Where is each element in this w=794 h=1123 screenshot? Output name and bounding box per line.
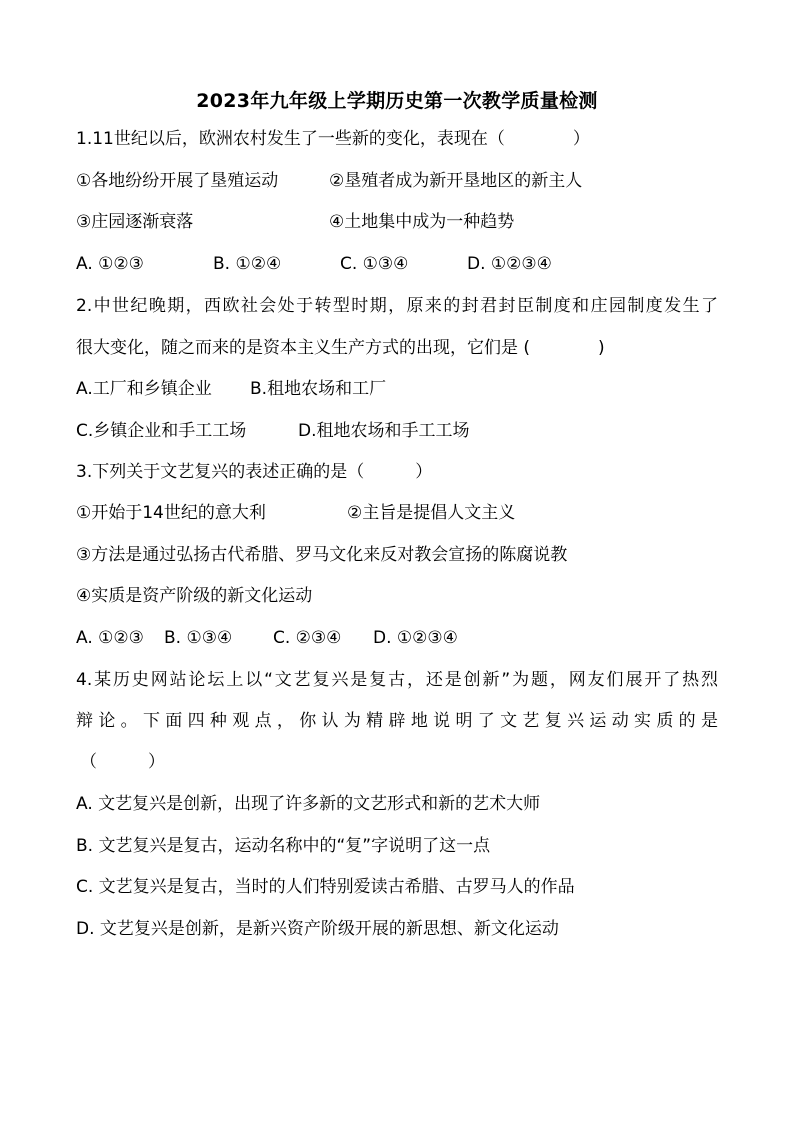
q3-stem: 3.下列关于文艺复兴的表述正确的是（ ） — [76, 462, 433, 482]
q3-item-3: ③方法是通过弘扬古代希腊、罗马文化来反对教会宣扬的陈腐说教 — [76, 545, 568, 565]
q3-item-2: ②主旨是提倡人文主义 — [347, 503, 516, 523]
q3-item-1: ①开始于14世纪的意大利 — [76, 503, 266, 523]
q2-option-b: B.租地农场和工厂 — [250, 379, 387, 399]
q4-option-a: A. 文艺复兴是创新，出现了许多新的文艺形式和新的艺术大师 — [76, 794, 541, 814]
q4-option-c: C. 文艺复兴是复古，当时的人们特别爱读古希腊、古罗马人的作品 — [76, 877, 575, 897]
q2-stem-line-2: 很大变化，随之而来的是资本主义生产方式的出现，它们是 ( ) — [76, 338, 605, 358]
q1-option-c: C. ①③④ — [340, 254, 409, 274]
q1-item-1: ①各地纷纷开展了垦殖运动 — [76, 171, 279, 191]
q2-option-d: D.租地农场和手工工场 — [298, 421, 470, 441]
q4-stem-line-2: 辩论。下面四种观点，你认为精辟地说明了文艺复兴运动实质的是 — [76, 711, 718, 731]
q1-stem: 1.11世纪以后，欧洲农村发生了一些新的变化，表现在（ ） — [76, 129, 590, 149]
q1-option-a: A. ①②③ — [76, 254, 144, 274]
q3-option-d: D. ①②③④ — [373, 628, 458, 648]
q3-item-4: ④实质是资产阶级的新文化运动 — [76, 586, 313, 606]
q4-option-b: B. 文艺复兴是复古，运动名称中的“复”字说明了这一点 — [76, 836, 491, 856]
q3-option-a: A. ①②③ — [76, 628, 144, 648]
q2-stem-line-1: 2.中世纪晚期，西欧社会处于转型时期，原来的封君封臣制度和庄园制度发生了 — [76, 296, 718, 316]
q3-option-b: B. ①③④ — [164, 628, 233, 648]
page-title: 2023年九年级上学期历史第一次教学质量检测 — [196, 90, 598, 112]
q2-option-c: C.乡镇企业和手工工场 — [76, 421, 247, 441]
q4-stem-line-1: 4.某历史网站论坛上以“文艺复兴是复古，还是创新”为题，网友们展开了热烈 — [76, 670, 718, 690]
q3-option-c: C. ②③④ — [273, 628, 342, 648]
q1-option-d: D. ①②③④ — [467, 254, 552, 274]
q4-option-d: D. 文艺复兴是创新，是新兴资产阶级开展的新思想、新文化运动 — [76, 919, 559, 939]
q4-stem-line-3: （ ） — [80, 752, 165, 772]
q1-item-4: ④土地集中成为一种趋势 — [329, 212, 515, 232]
q1-item-3: ③庄园逐渐衰落 — [76, 212, 194, 232]
q1-option-b: B. ①②④ — [213, 254, 282, 274]
q2-option-a: A.工厂和乡镇企业 — [76, 379, 212, 399]
q1-item-2: ②垦殖者成为新开垦地区的新主人 — [329, 171, 583, 191]
